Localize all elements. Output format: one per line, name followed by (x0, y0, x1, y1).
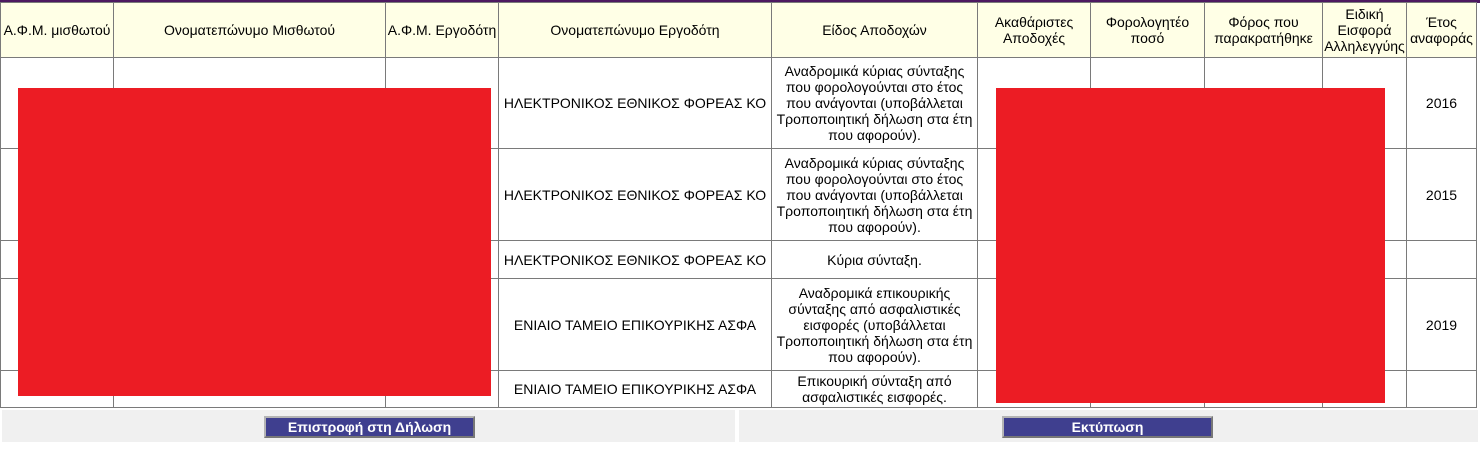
cell-income-type: Αναδρομικά κύριας σύνταξης που φορολογούνται στο έτος που ανάγονται (υποβάλλεται Τροποποιητική δήλωση στα έτη που αφορούν). (772, 58, 978, 149)
header-tax-withheld: Φόρος που παρακρατήθηκε (1205, 3, 1323, 58)
header-row (1, 3, 1477, 58)
cell-employer-name: ΕΝΙΑΙΟ ΤΑΜΕΙΟ ΕΠΙΚΟΥΡΙΚΗΣ ΑΣΦΑ (499, 279, 772, 371)
cell-employer-name: ΗΛΕΚΤΡΟΝΙΚΟΣ ΕΘΝΙΚΟΣ ΦΟΡΕΑΣ ΚΟ (499, 58, 772, 149)
header-employer-name: Ονοματεπώνυμο Εργοδότη (499, 3, 772, 58)
redaction-block-right (996, 88, 1385, 403)
cell-income-type: Κύρια σύνταξη. (772, 241, 978, 279)
header-employee-name: Ονοματεπώνυμο Μισθωτού (114, 3, 386, 58)
cell-reference-year (1407, 241, 1477, 279)
cell-income-type: Αναδρομικά κύριας σύνταξης που φορολογούνται στο έτος που ανάγονται (υποβάλλεται Τροποποιητική δήλωση στα έτη που αφορούν). (772, 149, 978, 241)
header-reference-year: Έτος αναφοράς (1407, 3, 1477, 58)
cell-reference-year: 2019 (1407, 279, 1477, 371)
cell-employer-name: ΗΛΕΚΤΡΟΝΙΚΟΣ ΕΘΝΙΚΟΣ ΦΟΡΕΑΣ ΚΟ (499, 149, 772, 241)
header-gross-income: Ακαθάριστες Αποδοχές (978, 3, 1091, 58)
cell-income-type: Επικουρική σύνταξη από ασφαλιστικές εισφορές. (772, 371, 978, 408)
redaction-block-left (18, 88, 491, 396)
back-to-declaration-button[interactable]: Επιστροφή στη Δήλωση (264, 416, 475, 438)
header-taxable-amount: Φορολογητέο ποσό (1091, 3, 1205, 58)
cell-reference-year: 2015 (1407, 149, 1477, 241)
cell-employer-name: ΕΝΙΑΙΟ ΤΑΜΕΙΟ ΕΠΙΚΟΥΡΙΚΗΣ ΑΣΦΑ (499, 371, 772, 408)
header-employee-afm: Α.Φ.Μ. μισθωτού (1, 3, 114, 58)
cell-employer-name: ΗΛΕΚΤΡΟΝΙΚΟΣ ΕΘΝΙΚΟΣ ΦΟΡΕΑΣ ΚΟ (499, 241, 772, 279)
cell-reference-year: 2016 (1407, 58, 1477, 149)
print-button[interactable]: Εκτύπωση (1002, 416, 1213, 438)
cell-income-type: Αναδρομικά επικουρικής σύνταξης από ασφαλιστικές εισφορές (υποβάλλεται Τροποποιητική δήλωση στα έτη που αφορούν). (772, 279, 978, 371)
header-solidarity-contribution: Ειδική Εισφορά Αλληλεγγύης (1323, 3, 1407, 58)
cell-reference-year (1407, 371, 1477, 408)
header-income-type: Είδος Αποδοχών (772, 3, 978, 58)
footer-bar (0, 410, 1480, 442)
header-employer-afm: Α.Φ.Μ. Εργοδότη (386, 3, 499, 58)
